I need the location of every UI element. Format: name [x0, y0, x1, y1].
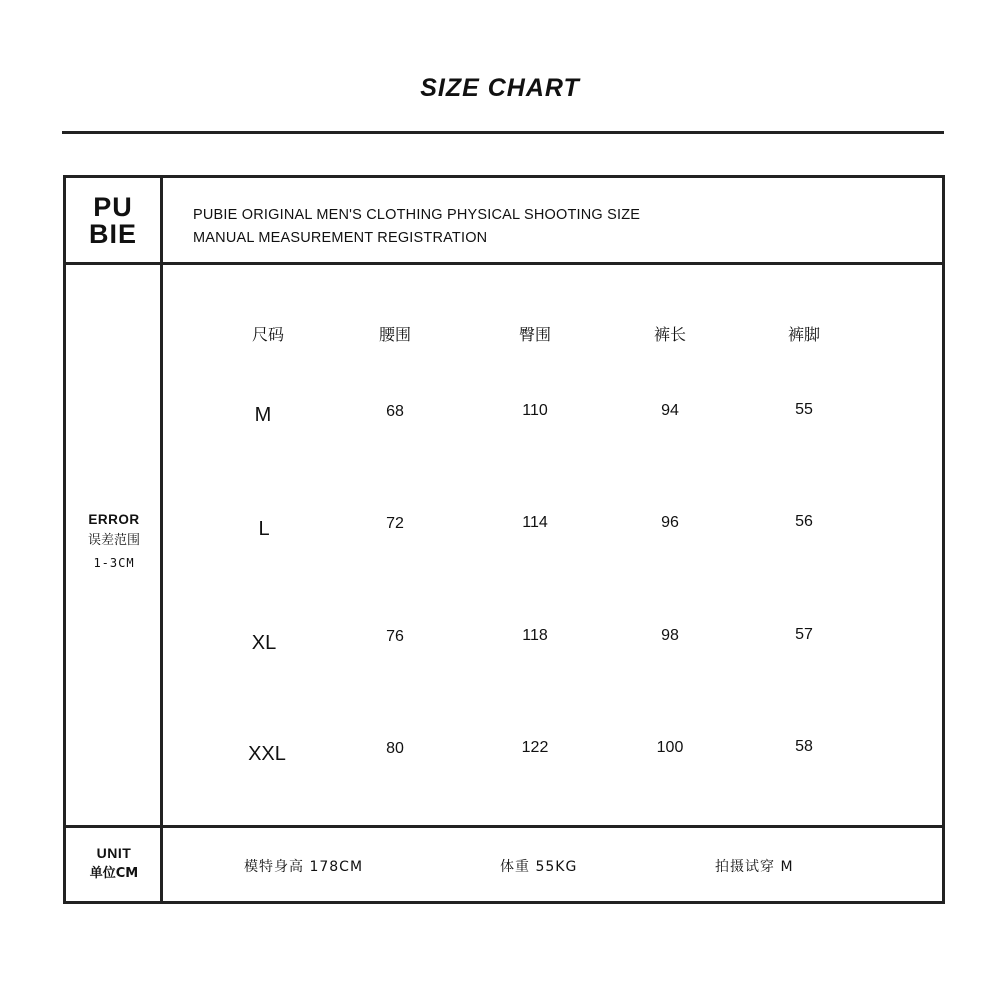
table-cell: 114 [522, 514, 548, 531]
table-cell: 57 [795, 626, 813, 643]
header-divider [63, 262, 942, 265]
error-range-note [66, 510, 162, 574]
table-cell: 110 [522, 402, 548, 419]
table-cell: 100 [656, 739, 684, 756]
column-header-hip: 臀围 [518, 325, 551, 344]
footer-divider [63, 825, 942, 828]
table-cell: 96 [661, 514, 679, 531]
table-cell: 94 [661, 402, 679, 419]
title-divider [62, 131, 944, 134]
error-label: ERROR [88, 512, 140, 527]
table-cell: 122 [521, 739, 549, 756]
shoot-size-note: 拍摄试穿 M [715, 859, 794, 875]
table-cell: 68 [386, 403, 404, 420]
brand-logo [66, 194, 160, 248]
table-cell: 55 [795, 401, 813, 418]
unit-note [66, 844, 162, 885]
header-description [193, 204, 640, 250]
table-cell: 118 [522, 627, 548, 644]
table-cell: 56 [795, 513, 813, 530]
size-label-l: L [258, 518, 270, 540]
model-height-note: 模特身高 178CM [244, 859, 364, 875]
brand-logo-line2: BIE [88, 219, 137, 249]
unit-label: UNIT [96, 845, 132, 861]
size-chart-frame [63, 175, 945, 904]
error-label-cn: 误差范围 [87, 533, 140, 548]
table-cell: 76 [386, 628, 404, 645]
size-label-xl: XL [251, 632, 277, 654]
table-cell: 72 [386, 515, 404, 532]
table-cell: 58 [795, 738, 813, 755]
page-title: SIZE CHART [420, 74, 580, 102]
column-header-size: 尺码 [251, 325, 284, 344]
header-line-2: MANUAL MEASUREMENT REGISTRATION [193, 230, 488, 246]
size-label-xxl: XXL [248, 743, 286, 765]
column-header-leg-opening: 裤脚 [787, 325, 820, 344]
table-cell: 80 [386, 740, 404, 757]
header-line-1: PUBIE ORIGINAL MEN'S CLOTHING PHYSICAL SHOOTING SIZE [193, 207, 641, 223]
column-header-length: 裤长 [653, 325, 686, 344]
table-cell: 98 [661, 627, 679, 644]
model-weight-note: 体重 55KG [500, 859, 578, 875]
unit-label-cn: 单位CM [89, 866, 139, 881]
error-range: 1-3CM [93, 556, 135, 570]
column-header-waist: 腰围 [378, 325, 411, 344]
brand-logo-line1: PU [93, 192, 133, 222]
size-label-m: M [254, 404, 272, 426]
